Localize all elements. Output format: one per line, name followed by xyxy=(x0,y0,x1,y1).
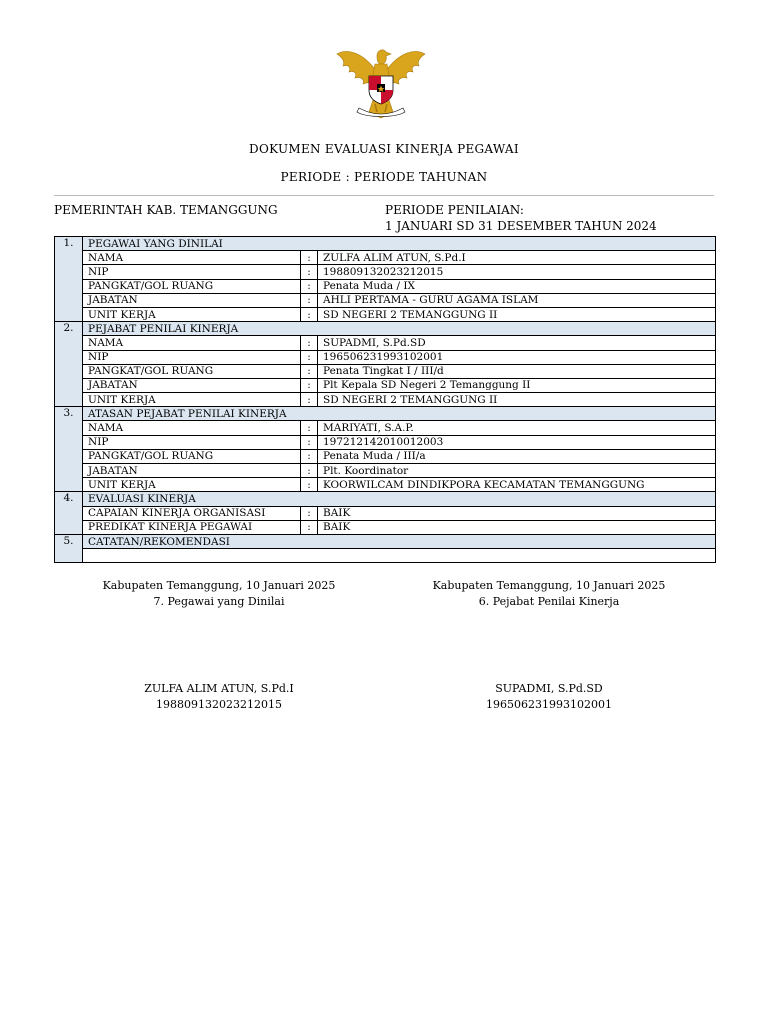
government-label: PEMERINTAH KAB. TEMANGGUNG xyxy=(54,203,278,217)
table-row xyxy=(55,336,716,350)
field-label: NAMA xyxy=(83,251,301,265)
section-header-row xyxy=(55,492,716,506)
field-colon: : xyxy=(301,378,318,392)
field-value: BAIK xyxy=(318,506,716,520)
assessment-period-label: PERIODE PENILAIAN: xyxy=(385,203,524,217)
table-row xyxy=(55,421,716,435)
field-label: JABATAN xyxy=(83,464,301,478)
notes-row xyxy=(55,549,716,563)
field-label: NAMA xyxy=(83,336,301,350)
table-row xyxy=(55,378,716,392)
table-row xyxy=(55,364,716,378)
section-number: 4. xyxy=(55,492,83,535)
right-role: 6. Pejabat Penilai Kinerja xyxy=(478,595,620,608)
table-row xyxy=(55,464,716,478)
section-title: PEJABAT PENILAI KINERJA xyxy=(83,322,716,336)
right-signer-nip: 196506231993102001 xyxy=(486,698,612,711)
field-value: Penata Muda / IX xyxy=(318,279,716,293)
section-title: PEGAWAI YANG DINILAI xyxy=(83,237,716,251)
section-title: ATASAN PEJABAT PENILAI KINERJA xyxy=(83,407,716,421)
field-colon: : xyxy=(301,350,318,364)
right-signer xyxy=(384,681,714,713)
section-title: CATATAN/REKOMENDASI xyxy=(83,534,716,548)
field-colon: : xyxy=(301,449,318,463)
field-value: SD NEGERI 2 TEMANGGUNG II xyxy=(318,393,716,407)
field-colon: : xyxy=(301,364,318,378)
table-row xyxy=(55,279,716,293)
table-row xyxy=(55,506,716,520)
field-value: ZULFA ALIM ATUN, S.Pd.I xyxy=(318,251,716,265)
period-title: PERIODE : PERIODE TAHUNAN xyxy=(280,170,488,184)
table-row xyxy=(55,393,716,407)
field-colon: : xyxy=(301,251,318,265)
right-signature-block xyxy=(384,578,714,610)
field-value: Penata Tingkat I / III/d xyxy=(318,364,716,378)
field-colon: : xyxy=(301,293,318,307)
section-number: 1. xyxy=(55,237,83,322)
evaluation-table xyxy=(54,236,716,563)
left-signer-name: ZULFA ALIM ATUN, S.Pd.I xyxy=(144,682,294,695)
notes-header-row xyxy=(55,534,716,548)
table-row xyxy=(55,350,716,364)
table-row xyxy=(55,449,716,463)
section-header-row xyxy=(55,237,716,251)
field-value: BAIK xyxy=(318,520,716,534)
field-value: Plt Kepala SD Negeri 2 Temanggung II xyxy=(318,378,716,392)
section-number: 2. xyxy=(55,322,83,407)
field-label: UNIT KERJA xyxy=(83,393,301,407)
table-row xyxy=(55,520,716,534)
section-header-row xyxy=(55,322,716,336)
field-label: NIP xyxy=(83,435,301,449)
field-value: KOORWILCAM DINDIKPORA KECAMATAN TEMANGGUNG xyxy=(318,478,716,492)
field-colon: : xyxy=(301,506,318,520)
field-colon: : xyxy=(301,464,318,478)
left-signer-nip: 198809132023212015 xyxy=(156,698,282,711)
field-colon: : xyxy=(301,435,318,449)
field-label: PANGKAT/GOL RUANG xyxy=(83,279,301,293)
divider xyxy=(54,195,714,196)
table-row xyxy=(55,307,716,321)
field-value: 198809132023212015 xyxy=(318,265,716,279)
table-row xyxy=(55,478,716,492)
field-colon: : xyxy=(301,279,318,293)
field-value: Plt. Koordinator xyxy=(318,464,716,478)
field-value: Penata Muda / III/a xyxy=(318,449,716,463)
left-signer xyxy=(54,681,384,713)
field-label: PREDIKAT KINERJA PEGAWAI xyxy=(83,520,301,534)
field-label: CAPAIAN KINERJA ORGANISASI xyxy=(83,506,301,520)
field-colon: : xyxy=(301,336,318,350)
field-colon: : xyxy=(301,520,318,534)
section-number: 5. xyxy=(55,534,83,562)
field-label: JABATAN xyxy=(83,293,301,307)
section-number: 3. xyxy=(55,407,83,492)
left-signature-block xyxy=(54,578,384,610)
field-label: JABATAN xyxy=(83,378,301,392)
field-value: 196506231993102001 xyxy=(318,350,716,364)
right-place-date: Kabupaten Temanggung, 10 Januari 2025 xyxy=(432,579,666,592)
section-title: EVALUASI KINERJA xyxy=(83,492,716,506)
field-colon: : xyxy=(301,421,318,435)
field-label: PANGKAT/GOL RUANG xyxy=(83,449,301,463)
right-signer-name: SUPADMI, S.Pd.SD xyxy=(495,682,603,695)
garuda-emblem-icon xyxy=(333,42,429,124)
field-label: PANGKAT/GOL RUANG xyxy=(83,364,301,378)
field-label: NAMA xyxy=(83,421,301,435)
table-row xyxy=(55,293,716,307)
field-colon: : xyxy=(301,265,318,279)
section-header-row xyxy=(55,407,716,421)
table-row xyxy=(55,251,716,265)
field-value: 197212142010012003 xyxy=(318,435,716,449)
field-label: UNIT KERJA xyxy=(83,478,301,492)
field-label: NIP xyxy=(83,350,301,364)
field-colon: : xyxy=(301,393,318,407)
notes-value xyxy=(83,549,716,563)
left-place-date: Kabupaten Temanggung, 10 Januari 2025 xyxy=(102,579,336,592)
table-row xyxy=(55,435,716,449)
field-colon: : xyxy=(301,307,318,321)
table-row xyxy=(55,265,716,279)
field-value: AHLI PERTAMA - GURU AGAMA ISLAM xyxy=(318,293,716,307)
left-role: 7. Pegawai yang Dinilai xyxy=(153,595,285,608)
assessment-period-value: 1 JANUARI SD 31 DESEMBER TAHUN 2024 xyxy=(385,219,657,233)
field-value: MARIYATI, S.A.P. xyxy=(318,421,716,435)
field-colon: : xyxy=(301,478,318,492)
field-label: NIP xyxy=(83,265,301,279)
field-label: UNIT KERJA xyxy=(83,307,301,321)
field-value: SD NEGERI 2 TEMANGGUNG II xyxy=(318,307,716,321)
field-value: SUPADMI, S.Pd.SD xyxy=(318,336,716,350)
document-title: DOKUMEN EVALUASI KINERJA PEGAWAI xyxy=(249,142,519,156)
